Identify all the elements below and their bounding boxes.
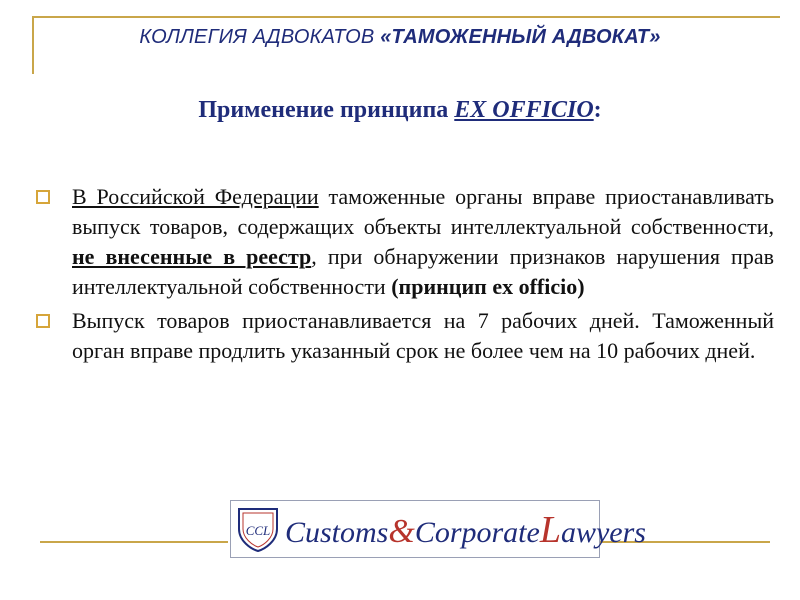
logo-letter-l: L [539,509,561,551]
square-bullet-icon [36,190,50,204]
title-suffix: : [593,97,602,123]
logo-word-customs: Customs [285,516,389,549]
organization-prefix: КОЛЛЕГИЯ АДВОКАТОВ [139,26,381,48]
emblem-text: CCL [245,523,271,538]
title-prefix: Применение принципа [198,97,455,123]
bullet1-text: таможенные органы вправе приостанавливать выпуск товаров, содержащих объекты интеллектуальной собственности, [72,184,774,239]
bullet1-underlined: В Российской Федерации [72,184,319,209]
title-emphasis: EX OFFICIO [454,97,594,123]
bullet1-bold: (принцип ex officio) [391,274,585,299]
bullet1-bold-underlined: не внесенные в реестр [72,244,312,269]
square-bullet-icon [36,314,50,328]
slide-body [36,182,774,370]
bullet1-text-continued: , при обнаружении признаков нарушения прав интеллектуальной собственности [72,244,774,299]
bullet-item [36,306,774,366]
slide-title [0,97,800,124]
footer-line-left [40,541,228,543]
organization-header [0,26,800,49]
company-logo [230,500,646,558]
organization-name: «ТАМОЖЕННЫЙ АДВОКАТ» [380,26,661,48]
logo-word-awyers: awyers [560,516,646,549]
logo-wordmark [285,507,646,553]
bullet-item [36,182,774,302]
logo-ampersand: & [388,513,415,550]
bullet2-text: Выпуск товаров приостанавливается на 7 рабочих дней. Таможенный орган вправе продлить указанный срок не более чем на 10 рабочих дней. [72,308,774,363]
logo-word-corporate: Corporate [414,516,540,549]
shield-emblem-icon [235,505,281,553]
header-frame-horizontal [32,16,780,18]
